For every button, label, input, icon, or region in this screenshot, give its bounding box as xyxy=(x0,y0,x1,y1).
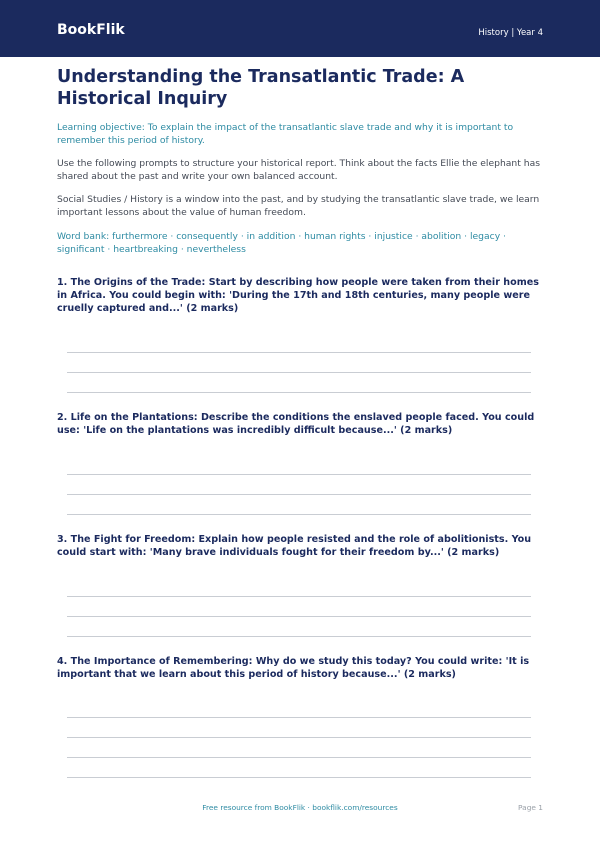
answer-line[interactable] xyxy=(67,777,531,778)
answer-line[interactable] xyxy=(67,616,531,617)
answer-line[interactable] xyxy=(67,514,531,515)
question-2: 2. Life on the Plantations: Describe the conditions the enslaved people faced. You could use: 'Life on the plantations was incredibly difficult because...' (2 marks) xyxy=(57,412,535,436)
question-4: 4. The Importance of Remembering: Why do we study this today? You could write: 'It is important that we learn about this period of history because...' (2 marks) xyxy=(57,656,530,680)
word-bank: Word bank: furthermore · consequently · in addition · human rights · injustice · abolition · legacy · significant · heartbreaking · nevertheless xyxy=(57,231,506,255)
page-title: Understanding the Transatlantic Trade: A Historical Inquiry xyxy=(57,67,465,109)
page-number: Page 1 xyxy=(518,803,543,812)
footer-text[interactable]: Free resource from BookFlik · bookflik.com/resources xyxy=(202,803,398,812)
answer-line[interactable] xyxy=(67,372,531,373)
answer-line[interactable] xyxy=(67,392,531,393)
brand-logo[interactable]: BookFlik xyxy=(57,22,125,38)
answer-line[interactable] xyxy=(67,494,531,495)
answer-line[interactable] xyxy=(67,636,531,637)
question-3: 3. The Fight for Freedom: Explain how people resisted and the role of abolitionists. You could start with: 'Many brave individuals fought for their freedom by...' (2 marks) xyxy=(57,534,532,558)
intro-paragraph: Use the following prompts to structure your historical report. Think about the facts Ellie the elephant has shared about the past and write your own balanced account. xyxy=(57,158,540,182)
header-bar xyxy=(0,0,600,57)
learning-objective: Learning objective: To explain the impact of the transatlantic slave trade and why it is important to remember this period of history. xyxy=(57,122,514,146)
answer-line[interactable] xyxy=(67,352,531,353)
answer-line[interactable] xyxy=(67,596,531,597)
answer-line[interactable] xyxy=(67,474,531,475)
question-1: 1. The Origins of the Trade: Start by describing how people were taken from their homes in Africa. You could begin with: 'During the 17th and 18th centuries, many people were cruelly captured and...' (2 marks) xyxy=(57,277,539,314)
answer-line[interactable] xyxy=(67,757,531,758)
context-paragraph: Social Studies / History is a window into the past, and by studying the transatlantic slave trade, we learn important lessons about the value of human freedom. xyxy=(57,194,540,218)
answer-line[interactable] xyxy=(67,737,531,738)
answer-line[interactable] xyxy=(67,717,531,718)
breadcrumb: History | Year 4 xyxy=(478,28,543,38)
